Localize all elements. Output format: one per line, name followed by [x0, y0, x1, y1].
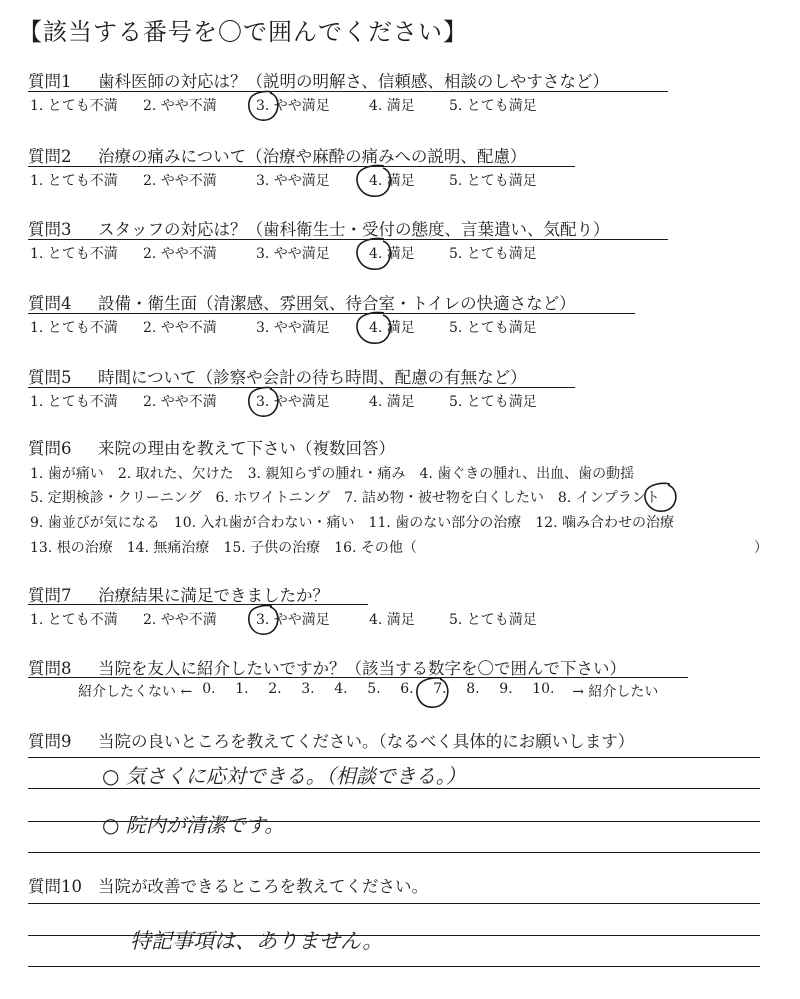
scale-option[interactable]: 4.: [334, 681, 348, 697]
option[interactable]: 6. ホワイトニング: [215, 490, 331, 506]
option[interactable]: 2. 取れた、欠けた: [117, 466, 234, 482]
scale-left-label: 紹介したくない ←: [78, 684, 193, 700]
question-number: 質問8: [28, 659, 72, 678]
question-text: 歯科医師の対応は？（説明の明解さ、信頼感、相談のしやすさなど）: [98, 72, 609, 91]
option[interactable]: 10. 入れ歯が合わない・痛い: [173, 515, 355, 531]
question-text: スタッフの対応は？（歯科衛生士・受付の態度、言葉遣い、気配り）: [98, 220, 610, 239]
question-number: 質問2: [28, 147, 72, 166]
option[interactable]: 5. とても満足: [449, 246, 537, 262]
option[interactable]: 7. 詰め物・被せ物を白くしたい: [344, 490, 544, 506]
option[interactable]: 1. とても不満: [30, 394, 118, 410]
option[interactable]: 2. やや不満: [143, 394, 217, 410]
scale-option[interactable]: 8.: [466, 681, 480, 697]
circle-mark-q6: [645, 483, 676, 511]
option[interactable]: 3. やや満足: [256, 320, 330, 336]
question-text: 治療の痛みについて（治療や麻酔の痛みへの説明、配慮）: [98, 147, 527, 166]
question-number: 質問6: [28, 439, 72, 458]
option-selected[interactable]: 3. やや満足: [256, 98, 330, 114]
option[interactable]: 2. やや不満: [143, 98, 217, 114]
option[interactable]: 13. 根の治療: [30, 540, 113, 556]
option[interactable]: 5. とても満足: [449, 173, 537, 189]
circle-mark-q2: [357, 165, 390, 196]
scale-option[interactable]: 1.: [235, 681, 249, 697]
question-number: 質問9: [28, 732, 72, 751]
option[interactable]: 1. とても不満: [30, 173, 118, 189]
question-text: 来院の理由を教えて下さい（複数回答）: [98, 439, 395, 458]
scale-option[interactable]: 3.: [301, 681, 315, 697]
question-text: 当院を友人に紹介したいですか？（該当する数字を〇で囲んで下さい）: [98, 659, 626, 678]
option-selected[interactable]: 4. 満足: [369, 173, 415, 189]
option[interactable]: 9. 歯並びが気になる: [30, 515, 160, 531]
circle-mark-q1: [249, 91, 278, 120]
question-text: 時間について（診察や会計の待ち時間、配慮の有無など）: [98, 368, 527, 387]
option[interactable]: 3. やや満足: [256, 173, 330, 189]
page-title: 【該当する番号を〇で囲んでください】: [18, 18, 468, 46]
option[interactable]: 1. とても不満: [30, 612, 118, 628]
option[interactable]: 1. とても不満: [30, 246, 118, 262]
question-text: 当院が改善できるところを教えてください。: [98, 877, 428, 896]
option-selected[interactable]: 3. やや満足: [256, 394, 330, 410]
option[interactable]: 1. とても不満: [30, 98, 118, 114]
option[interactable]: 4. 歯ぐきの腫れ、出血、歯の動揺: [419, 466, 635, 482]
option[interactable]: 2. やや不満: [143, 320, 217, 336]
option[interactable]: 5. とても満足: [449, 612, 537, 628]
handwritten-answer: 特記事項は、ありません。: [130, 929, 384, 953]
option[interactable]: 5. とても満足: [449, 320, 537, 336]
scale-option[interactable]: 0.: [202, 681, 216, 697]
question-text: 当院の良いところを教えてください。（なるべく具体的にお願いします）: [98, 732, 635, 751]
option[interactable]: 11. 歯のない部分の治療: [368, 515, 522, 531]
question-number: 質問10: [28, 877, 82, 896]
question-number: 質問3: [28, 220, 72, 239]
option[interactable]: 1. 歯が痛い: [30, 466, 104, 482]
option[interactable]: 1. とても不満: [30, 320, 118, 336]
option[interactable]: 3. やや満足: [256, 246, 330, 262]
question-number: 質問5: [28, 368, 72, 387]
option[interactable]: 2. やや不満: [143, 173, 217, 189]
option-selected[interactable]: 4. 満足: [369, 320, 415, 336]
question-number: 質問4: [28, 294, 72, 313]
option[interactable]: 4. 満足: [369, 394, 415, 410]
scale-option[interactable]: 9.: [499, 681, 513, 697]
option[interactable]: 5. とても満足: [449, 394, 537, 410]
option[interactable]: 14. 無痛治療: [126, 540, 210, 556]
circle-mark-q7: [249, 605, 278, 634]
question-number: 質問7: [28, 586, 72, 605]
question-number: 質問1: [28, 72, 72, 91]
circle-mark-q3: [357, 238, 390, 269]
option-selected[interactable]: 8. インプラント: [557, 490, 660, 506]
option-other[interactable]: 16. その他（: [334, 540, 417, 556]
scale-option-selected[interactable]: 6.: [400, 681, 414, 697]
option[interactable]: 2. やや不満: [143, 612, 217, 628]
option[interactable]: 15. 子供の治療: [223, 540, 321, 556]
circle-mark-q8: [417, 678, 448, 707]
circle-mark-q5: [249, 387, 278, 416]
option[interactable]: 5. 定期検診・クリーニング: [30, 490, 202, 506]
option[interactable]: 5. とても満足: [449, 98, 537, 114]
other-close-paren: ）: [754, 540, 768, 556]
option[interactable]: 2. やや不満: [143, 246, 217, 262]
circle-mark-q4: [357, 312, 390, 343]
scale-option[interactable]: 5.: [367, 681, 381, 697]
scale-option[interactable]: 7.: [433, 681, 447, 697]
option[interactable]: 12. 噛み合わせの治療: [535, 515, 674, 531]
handwritten-answer: ○ 気さくに応対できる。（相談できる。）: [102, 764, 466, 788]
scale-option[interactable]: 2.: [268, 681, 282, 697]
scale-option[interactable]: 10.: [532, 681, 555, 697]
option[interactable]: 3. 親知らずの腫れ・痛み: [247, 466, 406, 482]
scale-right-label: → 紹介したい: [572, 684, 659, 700]
question-text: 治療結果に満足できましたか？: [98, 586, 329, 605]
handwritten-answer: ○ 院内が清潔です。: [102, 813, 285, 837]
option[interactable]: 4. 満足: [369, 98, 415, 114]
question-text: 設備・衛生面（清潔感、雰囲気、待合室・トイレの快適さなど）: [98, 294, 576, 313]
option[interactable]: 4. 満足: [369, 612, 415, 628]
option-selected[interactable]: 3. やや満足: [256, 612, 330, 628]
option-selected[interactable]: 4. 満足: [369, 246, 415, 262]
